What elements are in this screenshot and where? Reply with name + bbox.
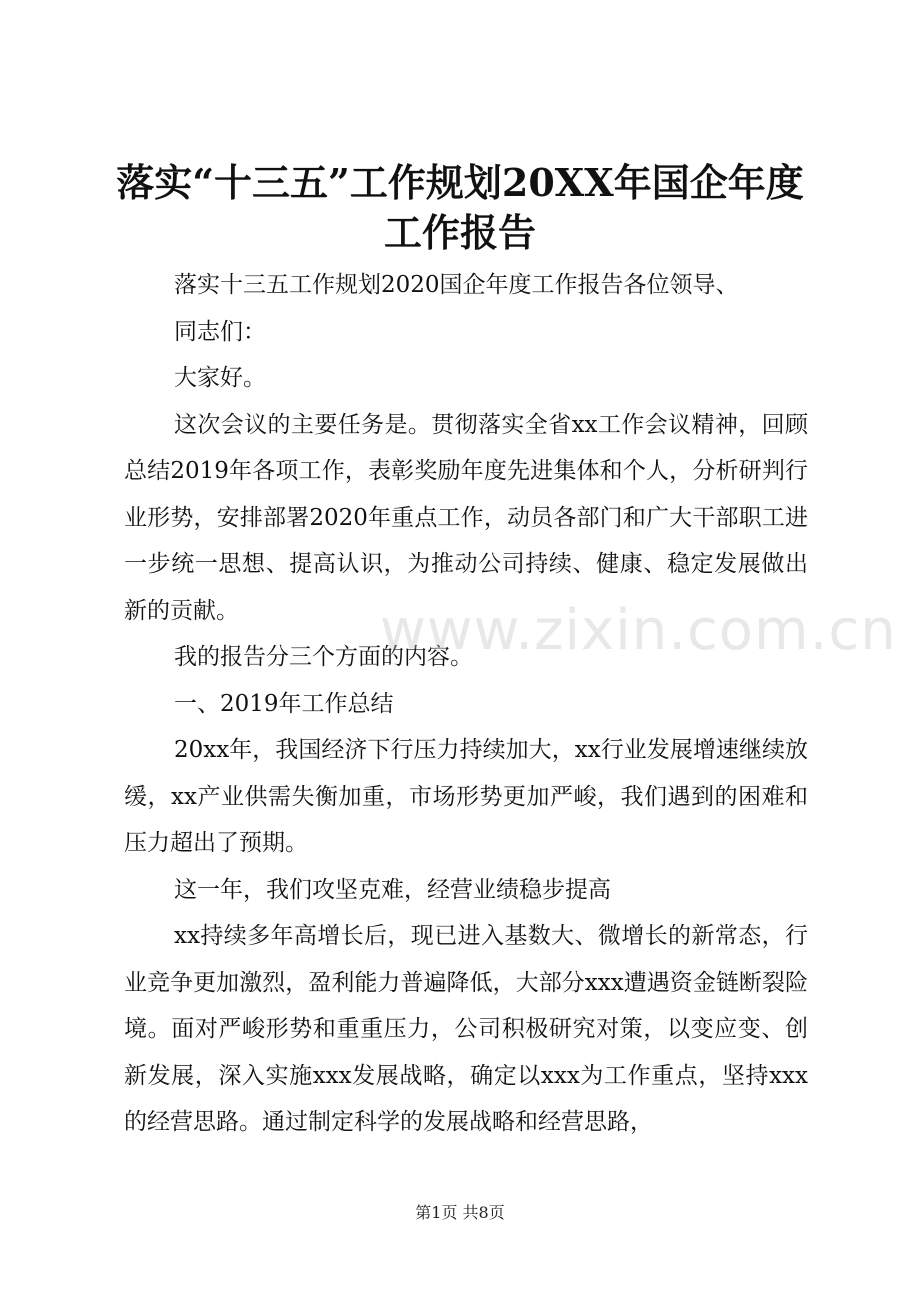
document-title: 落实“十三五”工作规划20XX年国企年度工作报告 [116,160,804,255]
page-footer: 第1页 共8页 [415,1203,505,1222]
paragraph-meeting-tasks: 这次会议的主要任务是。贯彻落实全省xx工作会议精神，回顾总结2019年各项工作，表彰奖励年度先进集体和个人，分析研判行业形势，安排部署2020年重点工作，动员各部门和广大干部职工进一步统一思想、提高认识，为推动公司持续、健康、稳定发展做出新的贡献。 [124,411,808,624]
paragraph-salutation: 同志们： [174,318,266,345]
paragraph-year-performance: 这一年，我们攻坚克难，经营业绩稳步提高 [174,876,611,903]
paragraph-economy: 20xx年，我国经济下行压力持续加大，xx行业发展增速继续放缓，xx产业供需失衡加重，市场形势更加严峻，我们遇到的困难和压力超出了预期。 [124,737,808,856]
paragraph-report-outline: 我的报告分三个方面的内容。 [174,644,473,670]
watermark-text: www.zixin.com.cn [380,598,897,663]
paragraph-intro: 落实十三五工作规划2020国企年度工作报告各位领导、 [174,272,739,298]
paragraph-greeting: 大家好。 [174,365,266,391]
section-heading-summary: 一、2019年工作总结 [174,690,394,717]
document-body [124,262,808,1146]
paragraph-new-normal: xx持续多年高增长后，现已进入基数大、微增长的新常态，行业竞争更加激烈，盈利能力普遍降低，大部分xxx遭遇资金链断裂险境。面对严峻形势和重重压力，公司积极研究对策，以变应变、创新发展，深入实施xxx发展战略，确定以xxx为工作重点，坚持xxx的经营思路。通过制定科学的发展战略和经营思路， [124,923,808,1135]
